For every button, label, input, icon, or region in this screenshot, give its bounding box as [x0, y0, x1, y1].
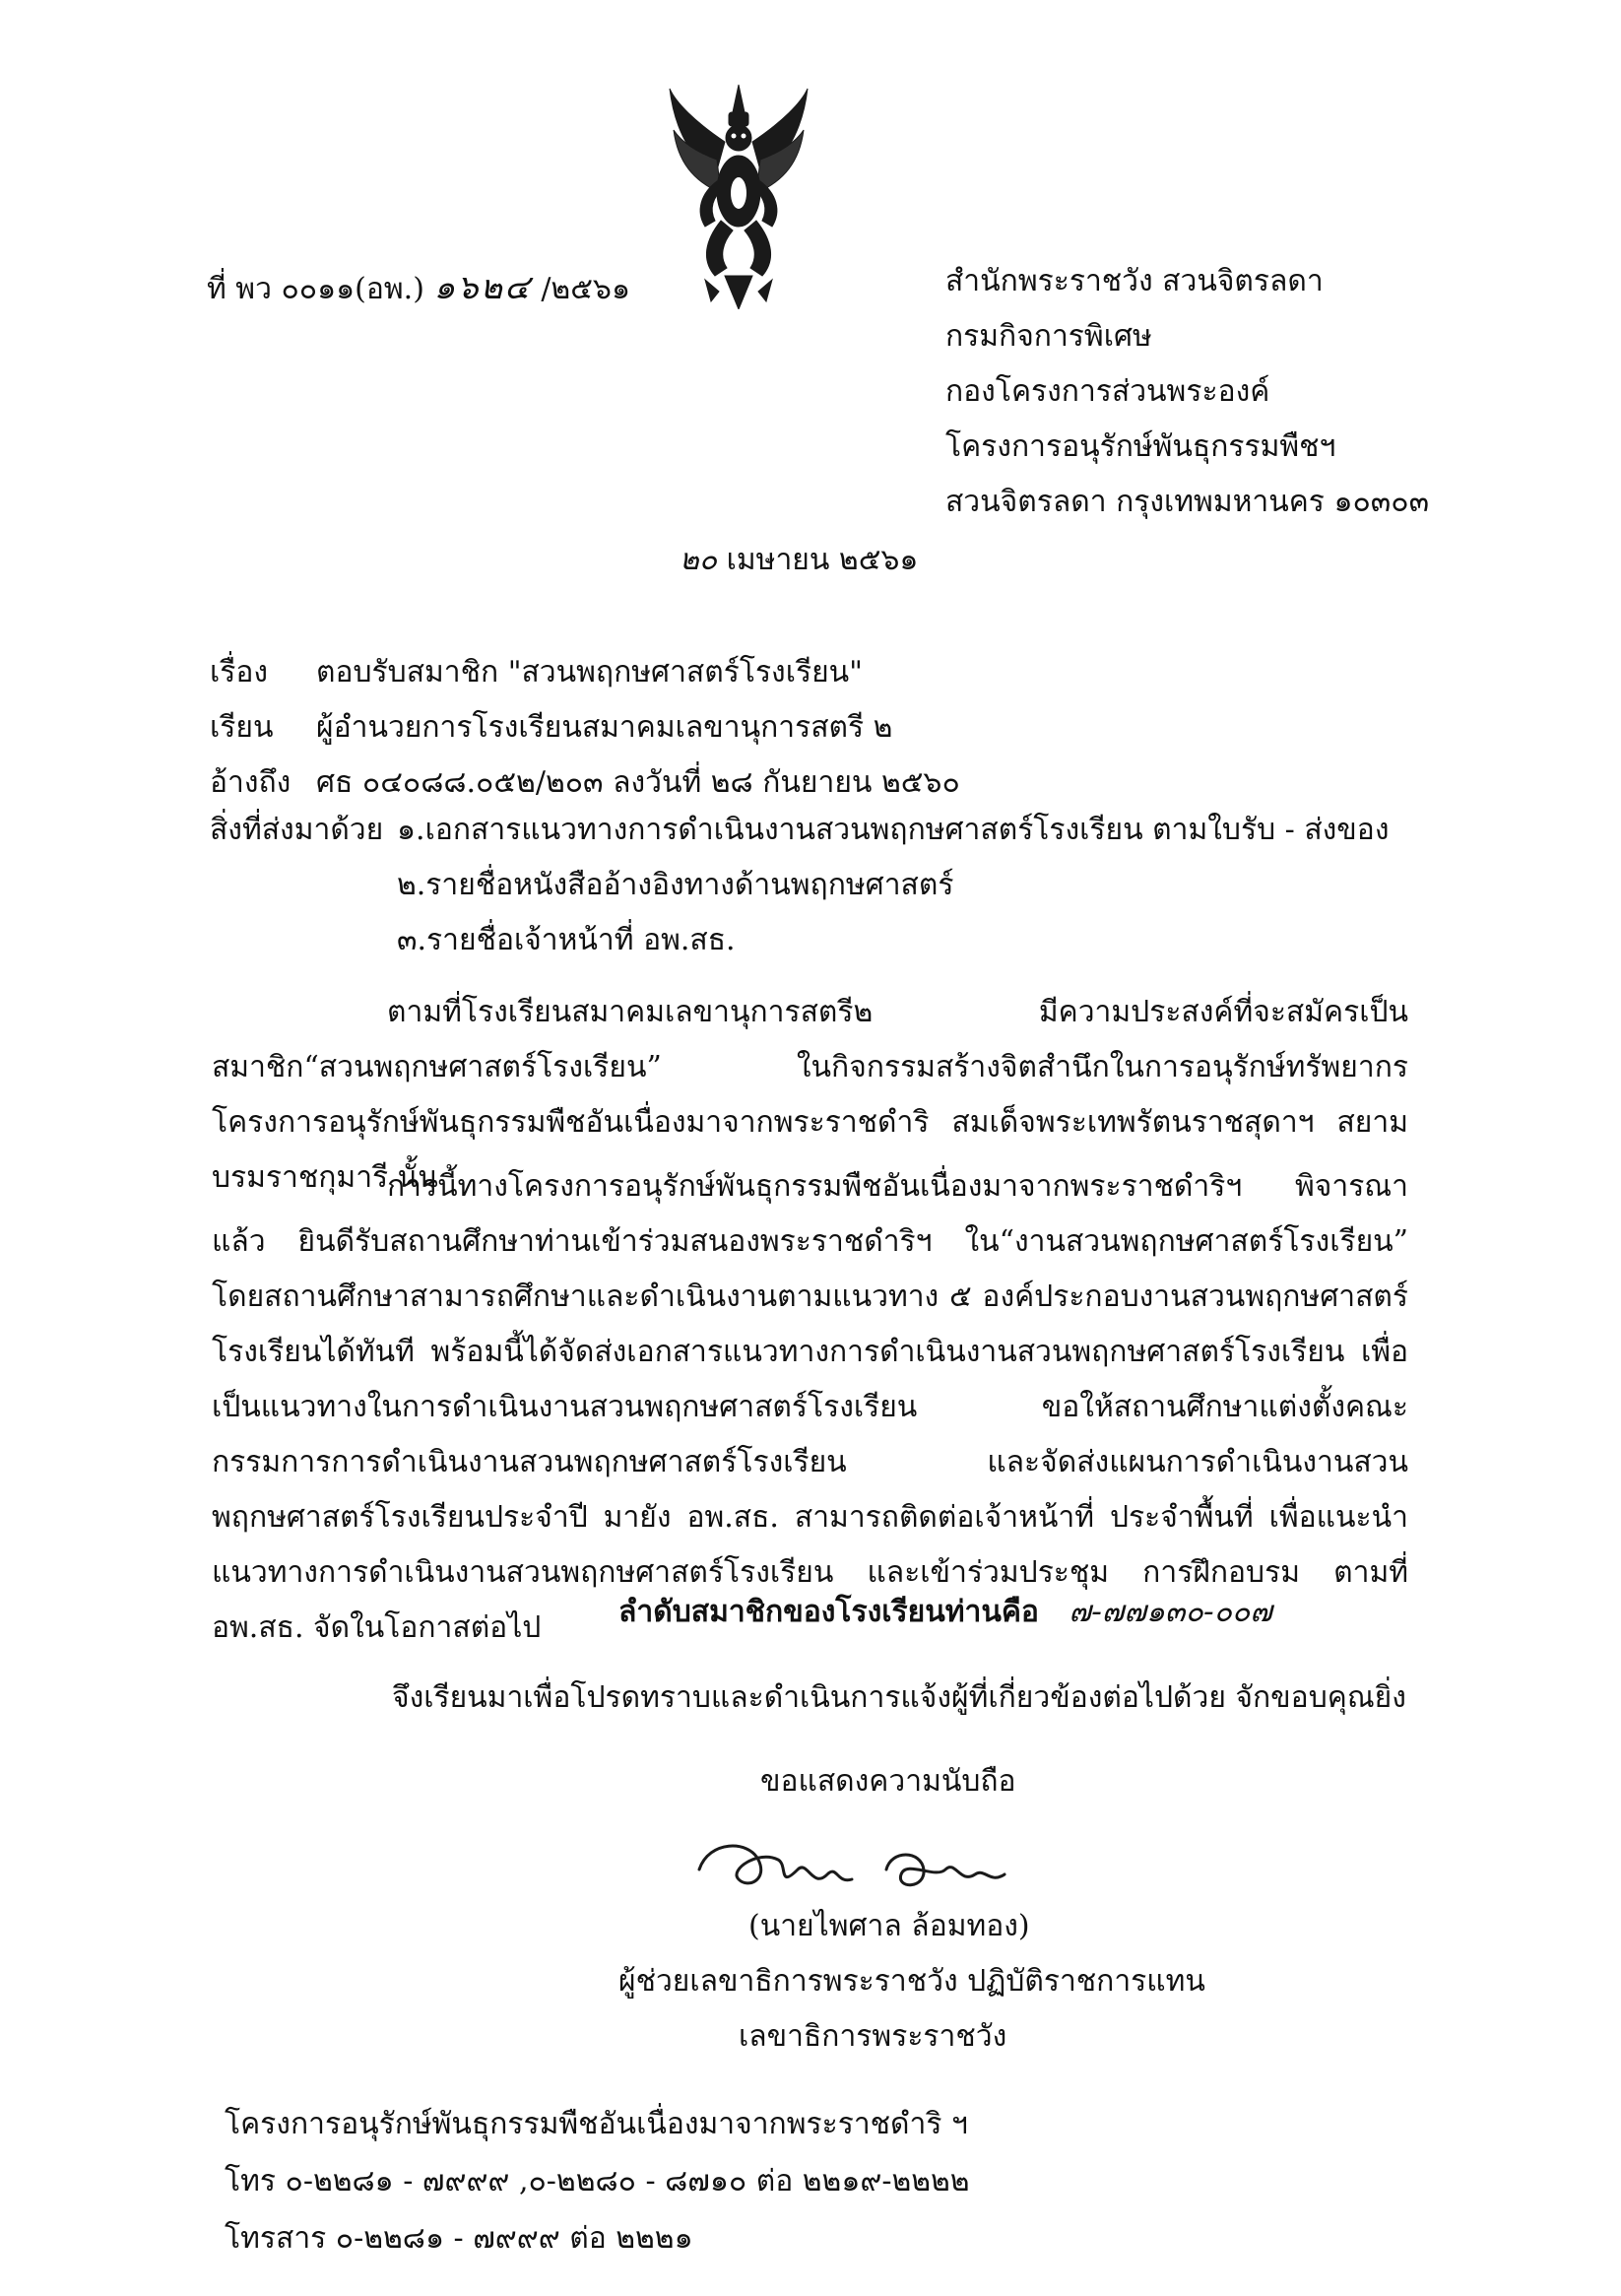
letter-meta: [210, 645, 960, 811]
regards: ขอแสดงความนับถือ: [760, 1764, 1016, 1799]
document-reference: [207, 260, 630, 313]
signer-position: ผู้ช่วยเลขาธิการพระราชวัง ปฏิบัติราชการแทน: [618, 1964, 1205, 1999]
membership-number: [618, 1589, 1272, 1635]
address-line: สำนักพระราชวัง สวนจิตรลดา: [945, 264, 1324, 298]
membership-code: ๗-๗๗๑๓๐-๐๐๗: [1069, 1595, 1272, 1629]
reference-text: ศธ ๐๔๐๘๘.๐๕๒/๒๐๓ ลงวันที่ ๒๘ กันยายน ๒๕๖๐: [316, 765, 960, 800]
address-line: โครงการอนุรักษ์พันธุกรรมพืชฯ: [945, 429, 1336, 464]
footer-fax: โทรสาร ๐-๒๒๘๑ - ๗๙๙๙ ต่อ ๒๒๒๑: [225, 2221, 693, 2256]
membership-label: ลำดับสมาชิกของโรงเรียนท่านคือ: [618, 1595, 1039, 1629]
reference-year: /๒๕๖๑: [541, 272, 631, 306]
enclosure-item: ๓.รายชื่อเจ้าหน้าที่ อพ.สธ.: [397, 923, 736, 957]
recipient-text: ผู้อำนวยการโรงเรียนสมาคมเลขานุการสตรี ๒: [316, 710, 893, 745]
reference-number: ๑๖๒๔: [433, 268, 532, 307]
date-month-year: เมษายน ๒๕๖๑: [726, 543, 919, 577]
subject-label: เรื่อง: [210, 655, 269, 689]
address-line: สวนจิตรลดา กรุงเทพมหานคร ๑๐๓๐๓: [945, 485, 1430, 519]
recipient-row: [210, 700, 960, 755]
reference-label: อ้างถึง: [210, 765, 292, 800]
footer-telephone: โทร ๐-๒๒๘๑ - ๗๙๙๙ ,๐-๒๒๘๐ - ๘๗๑๐ ต่อ ๒๒๑๙-๒๒๒๒: [225, 2164, 970, 2198]
signer-name: (นายไพศาล ล้อมทอง): [748, 1909, 1030, 1943]
body-paragraph-2: [212, 1159, 1408, 1656]
subject-text: ตอบรับสมาชิก "สวนพฤกษศาสตร์โรงเรียน": [316, 655, 863, 689]
subject-row: [210, 645, 960, 700]
recipient-label: เรียน: [210, 710, 274, 745]
garuda-emblem-icon: [666, 83, 811, 309]
document-date: [680, 537, 918, 583]
handwritten-signature: [689, 1830, 1044, 1909]
paragraph-text: การนี้ทางโครงการอนุรักษ์พันธุกรรมพืชอันเนื่องมาจากพระราชดำริฯ พิจารณาแล้ว ยินดีรับสถานศึกษาท่านเข้าร่วมสนองพระราชดำริฯ ใน“งานสวนพฤกษศาสตร์โรงเรียน” โดยสถานศึกษาสามารถศึกษาและดำเนินงานตามแนวทาง ๕ องค์ประกอบงานสวนพฤกษศาสตร์โรงเรียนได้ทันที พร้อมนี้ได้จัดส่งเอกสารแนวทางการดำเนินงานสวนพฤกษศาสตร์โรงเรียน เพื่อเป็นแนวทางในการดำเนินงานสวนพฤกษศาสตร์โรงเรียน ขอให้สถานศึกษาแต่งตั้งคณะกรรมการการดำเนินงานสวนพฤกษศาสตร์โรงเรียน และจัดส่งแผนการดำเนินงานสวนพฤกษศาสตร์โรงเรียนประจำปี มายัง อพ.สธ. สามารถติดต่อเจ้าหน้าที่ ประจำพื้นที่ เพื่อแนะนำแนวทางการดำเนินงานสวนพฤกษศาสตร์โรงเรียน และเข้าร่วมประชุม การฝึกอบรม ตามที่ อพ.สธ. จัดในโอกาสต่อไป: [212, 1169, 1408, 1645]
enclosure-item: ๒.รายชื่อหนังสืออ้างอิงทางด้านพฤกษศาสตร์: [397, 868, 954, 902]
signer-position: เลขาธิการพระราชวัง: [739, 2019, 1007, 2054]
reference-prefix: ที่ พว ๐๐๑๑(อพ.): [207, 272, 424, 306]
enclosure-item: ๑.เอกสารแนวทางการดำเนินงานสวนพฤกษศาสตร์โรงเรียน ตามใบรับ - ส่งของ: [397, 813, 1390, 847]
sender-address: [945, 254, 1429, 530]
closing-sentence: จึงเรียนมาเพื่อโปรดทราบและดำเนินการแจ้งผู้ที่เกี่ยวข้องต่อไปด้วย จักขอบคุณยิ่ง: [392, 1680, 1406, 1715]
enclosures-label: สิ่งที่ส่งมาด้วย: [210, 813, 384, 847]
date-day: ๒๐: [680, 543, 718, 577]
enclosure-row: [210, 803, 1389, 858]
address-line: กรมกิจการพิเศษ: [945, 319, 1152, 354]
footer-organization: โครงการอนุรักษ์พันธุกรรมพืชอันเนื่องมาจากพระราชดำริ ฯ: [225, 2107, 968, 2141]
contact-footer: [225, 2096, 970, 2267]
enclosures: [210, 803, 1389, 968]
address-line: กองโครงการส่วนพระองค์: [945, 374, 1270, 409]
paragraph-text: ตามที่โรงเรียนสมาคมเลขานุการสตรี๒ มีความประสงค์ที่จะสมัครเป็นสมาชิก“สวนพฤกษศาสตร์โรงเรียน” ในกิจกรรมสร้างจิตสำนึกในการอนุรักษ์ทรัพยากร โครงการอนุรักษ์พันธุกรรมพืชอันเนื่องมาจากพระราชดำริ สมเด็จพระเทพรัตนราชสุดาฯ สยามบรมราชกุมารี นั้น: [212, 995, 1408, 1195]
